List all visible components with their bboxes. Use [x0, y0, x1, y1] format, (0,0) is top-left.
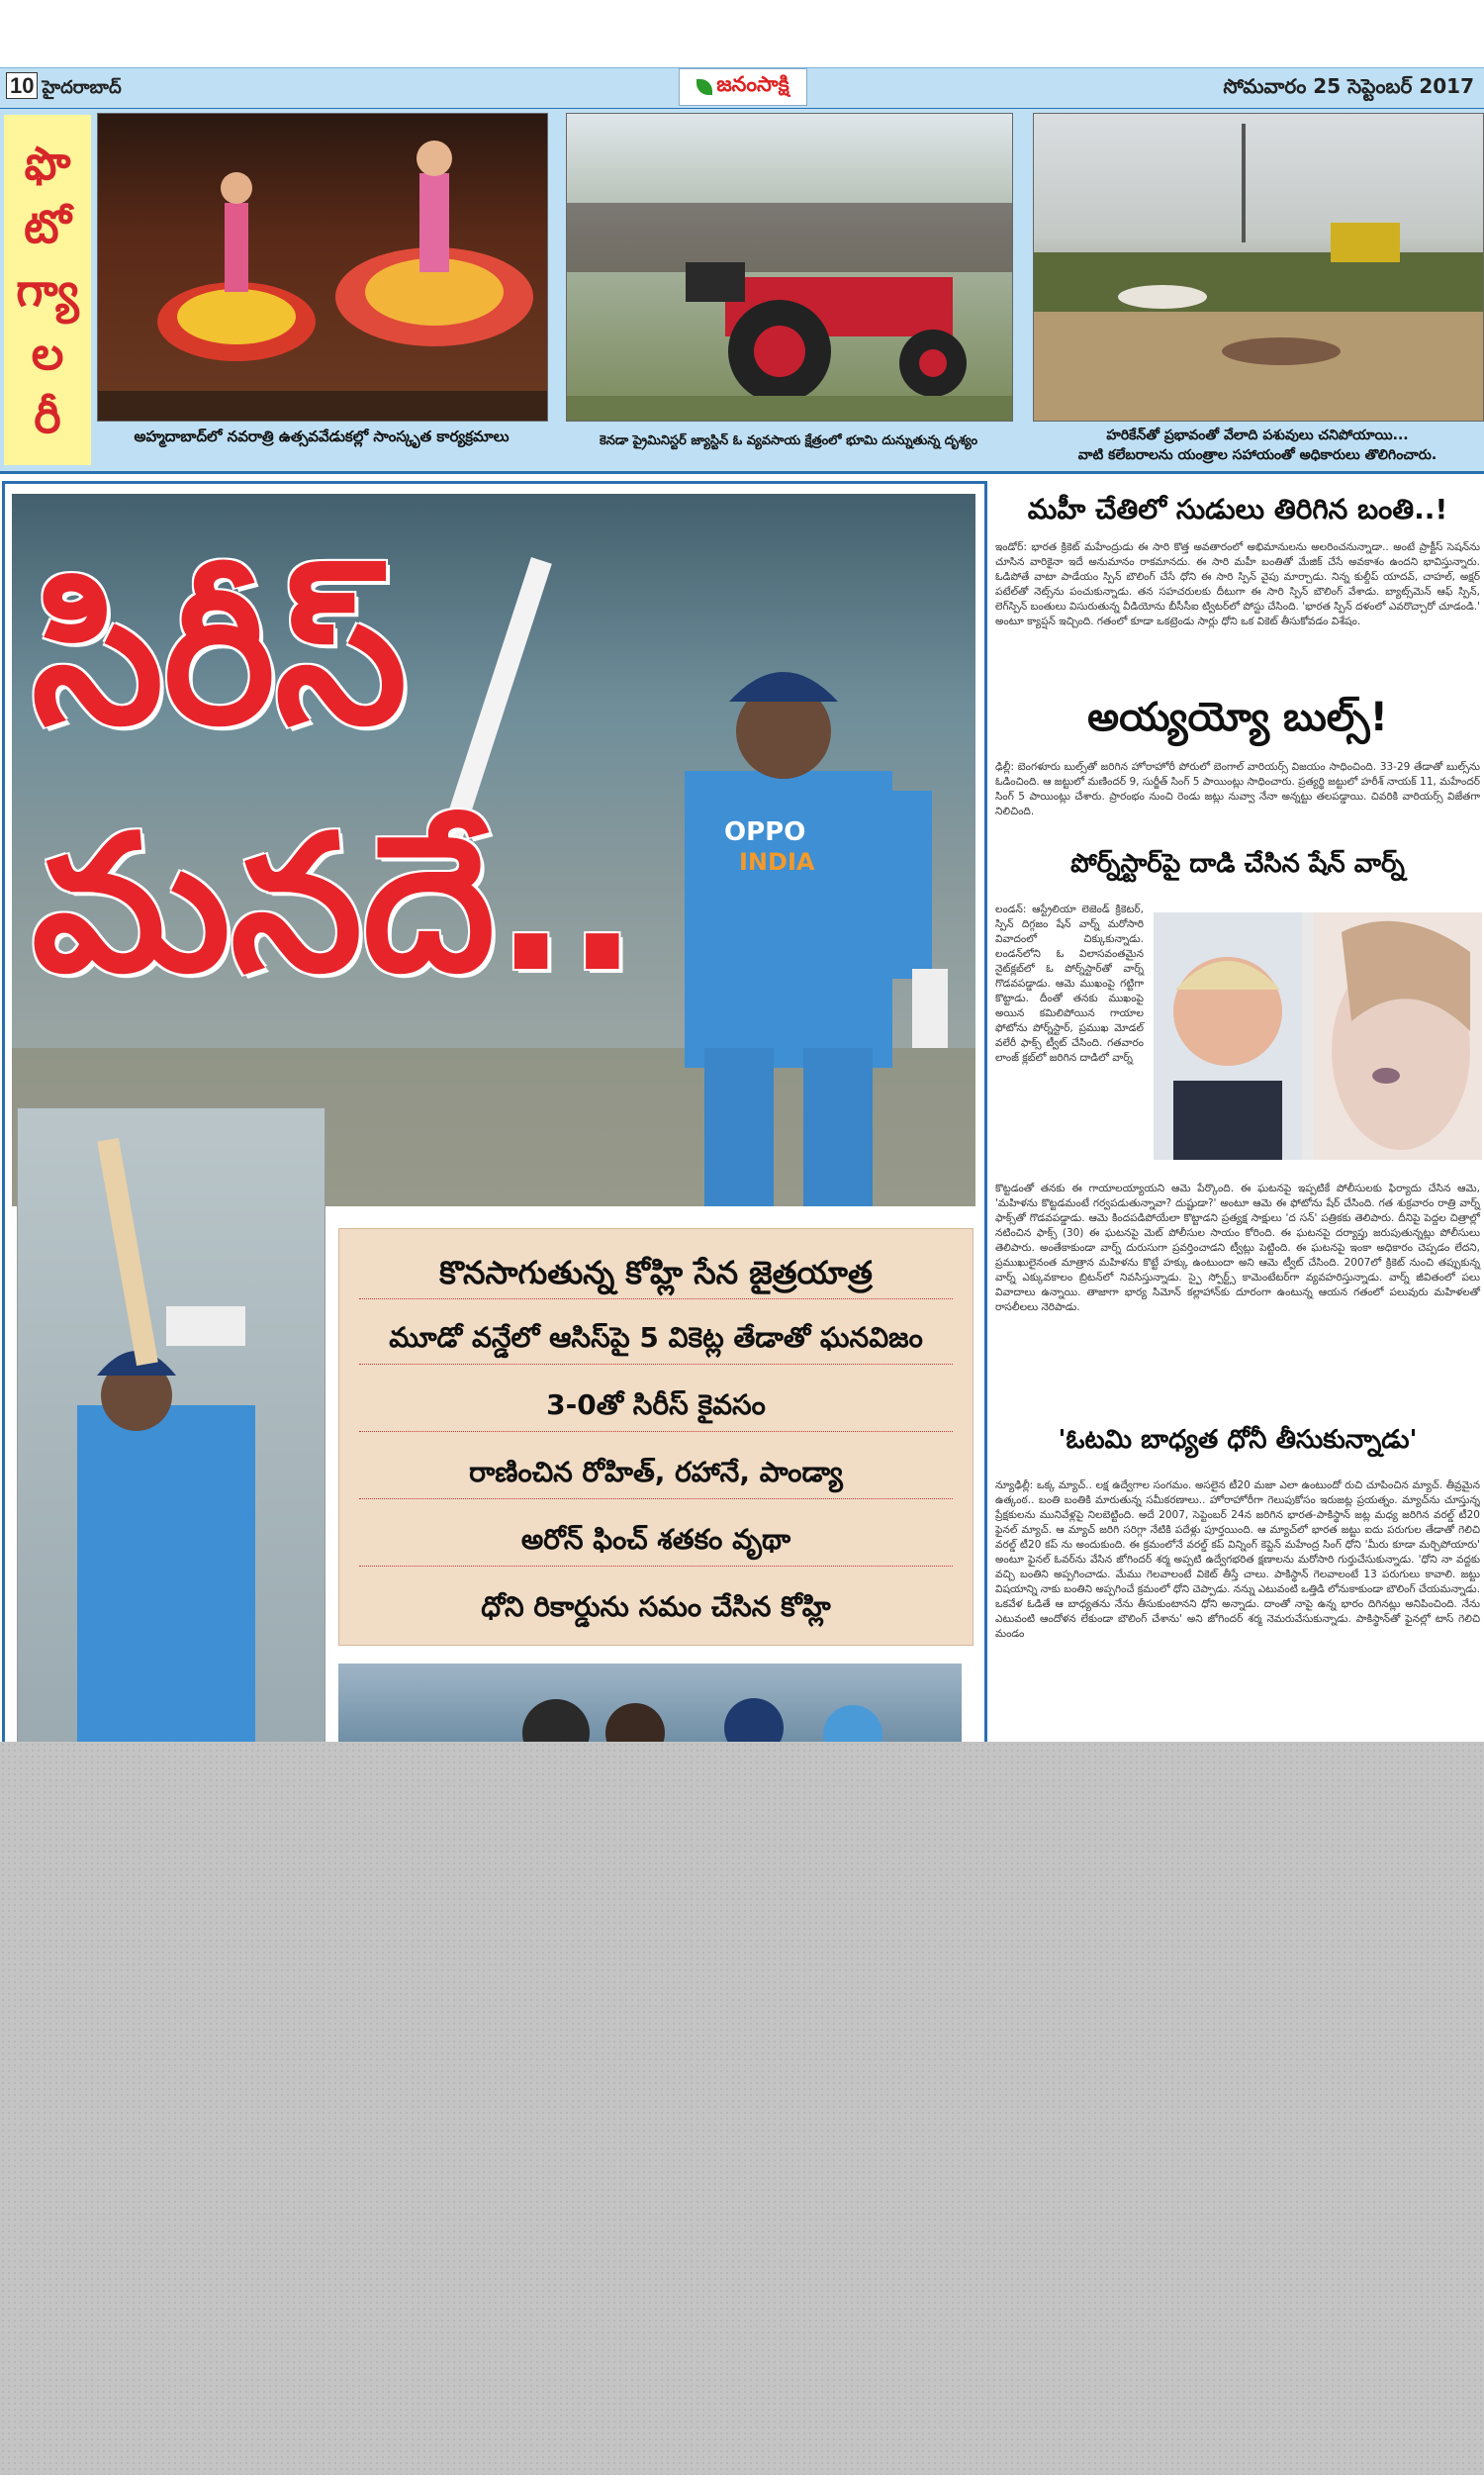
rohit-photo-art: [18, 1108, 325, 1748]
right-column: [995, 485, 1480, 1742]
headline-line-1: సిరీస్: [32, 547, 408, 766]
warne-photos[interactable]: [1154, 912, 1482, 1160]
article-body-warne: కొట్టడంతో తనకు ఈ గాయాలయ్యాయని ఆమె పేర్కొంది. ఈ ఘటనపై ఇప్పటికే పోలీసులకు ఫిర్యాదు చేసిన ఆమె, 'మహిళను కొట్టడమంటే గర్వపడుతున్నావా? దుష్టుడా?' అంటూ ఆమె ఈ ఫోటోను షేర్ చేసింది. గత శుక్రవారం రాత్రి వార్న్ ఫాక్స్‌తో గొడవపడ్డాడు. ఆమె కిందపడిపోయేలా కొట్టాడని ప్రత్యక్ష సాక్షులు 'ద సన్' పత్రికకు తెలిపారు. దీనిపై పెద్దల చిత్రాల్లో నటించిన ఫాక్స్ (30) ఈ ఘటనపై మెట్ పోలీసుల సాయం కోరింది. ఈ ఘటనపై దర్యాప్తు జరుపుతున్నట్లు పోలీసులు తెలిపారు. అంతేకాకుండా వార్న్ దురుసుగా ప్రవర్తించాడని ట్వీట్లు పెట్టింది. ఈ ఘటనపై ఇంకా అధికారం చెప్పడం లేదని, ప్రముఖులైనంత మాత్రాన మహిళను కొట్టే హక్కు ఉంటుందా అని ఆమె ట్వీట్ చేసింది. 2007లో క్రికెట్ నుంచి తప్పుకున్న వార్న్ ఎక్కువకాలం బ్రిటన్‌లో నివసిస్తున్నాడు. స్పై స్పోర్ట్స్ కామెంటేటర్‌గా వ్యవహరిస్తున్నాడు. వార్న్ జీవితంలో పలు వివాదాలు ఉన్నాయి. తాజాగా భార్య సిమోన్ కల్లాహాన్‌కు దూరంగా ఉంటున్న ఆయన గతంలో పలువురు మహిళలతో రాసలీలలు నెరిపాడు.: [995, 1183, 1480, 1313]
gallery-label: [4, 115, 91, 465]
tractor-photo-art: [567, 114, 1012, 421]
article-title-bulls[interactable]: అయ్యయ్యో బుల్స్!: [1087, 695, 1388, 740]
navaratri-photo[interactable]: [97, 113, 548, 422]
gallery-label-char: గ్యా: [16, 263, 79, 317]
publication-date: సోమవారం 25 సెప్టెంబర్ 2017: [1223, 74, 1474, 98]
article-title-dhoni-responsibility[interactable]: 'ఓటమి బాధ్యత ధోనీ తీసుకున్నాడు': [1058, 1425, 1418, 1455]
page-background: [0, 1742, 1484, 2475]
highlight-item: అరోన్ ఫించ్ శతకం వృథా: [359, 1514, 953, 1567]
highlight-item: రాణించిన రోహిత్, రహానే, పాండ్యా: [359, 1447, 953, 1499]
headline-line-2: మనదే..: [32, 795, 638, 1013]
main-headline: [32, 533, 638, 1028]
leaf-icon: [696, 79, 712, 95]
gallery-label-char: టో: [24, 200, 71, 253]
article-body-warne-side: లండన్: ఆస్ట్రేలియా లెజెండ్ క్రికెటర్, స్పిన్ దిగ్గజం షేన్ వార్న్ మరోసారి వివాదంలో చిక్కుకున్నాడు. లండన్‌లోని ఓ విలాసవంతమైన నైట్‌క్లబ్‌లో ఓ పోర్న్‌స్టార్‌తో వార్న్ గొడవపడ్డాడు. ఆమె ముఖంపై గట్టిగా కొట్టాడు. దీంతో తనకు ముఖంపై అయిన కమిలిపోయిన గాయాల ఫోటోను పోర్న్‌స్టార్, ప్రముఖ మోడల్ వలేరీ ఫాక్స్ ట్వీట్ చేసింది. గతవారం లాంజ్ క్లబ్‌లో జరిగిన దాడిలో వార్న్: [995, 904, 1144, 1064]
article-body-bulls: ఢిల్లీ: బెంగళూరు బుల్స్‌తో జరిగిన హోరాహోరీ పోరులో బెంగాల్ వారియర్స్ విజయం సాధించింది. 33-29 తేడాతో బుల్స్‌ను ఓడించింది. ఆ జట్టులో మణిందర్ 9, సుర్జీత్ సింగ్ 5 పాయింట్లు సాధించారు. ప్రత్యర్థి జట్టులో హరీశ్ నాయక్ 11, మహేందర్ సింగ్ 5 పాయింట్లు చేశారు. ప్రారంభం నుంచి రెండు జట్లు నువ్వా నేనా అన్నట్టు తలపడ్డాయి. చివరికి వారియర్స్ విజేతగా నిలిచింది.: [995, 761, 1480, 817]
page-number-value: 10: [6, 72, 38, 99]
story-highlights: [338, 1228, 974, 1646]
hero-photo[interactable]: [12, 494, 975, 1206]
jersey-country: INDIA: [739, 848, 815, 876]
jersey-sponsor: OPPO: [724, 817, 806, 847]
article-body-dhoni-responsibility: న్యూఢిల్లీ: ఒక్క మ్యాచ్.. లక్ష ఉద్వేగాల సంగమం. అసలైన టీ20 మజా ఎలా ఉంటుందో రుచి చూపించిన మ్యాచ్. తీవ్రమైన ఉత్కంఠ.. బంతి బంతికి మారుతున్న సమీకరణాలు.. హోరాహోరీగా గెలుపుకోసం ఇరుజట్ల ప్రయత్నం. మ్యాచ్‌ను చూస్తున్న ప్రేక్షకులను మునివేళ్లపై నిలబెట్టింది. అదే 2007, సెప్టెంబర్ 24న జరిగిన భారత-పాకిస్థాన్ జట్ల మధ్య జరిగిన వరల్డ్ టీ20 ఫైనల్ మ్యాచ్. ఆ మ్యాచ్ జరిగి సరిగ్గా నేటికి పదేళ్లు పూర్తయింది. ఆ మ్యాచ్‌లో భారత జట్టు ఐదు పరుగుల తేడాతో గెలిచి వరల్డ్ టీ20 కప్ ను అందుకుంది. ఈ క్రమంలోనే వరల్డ్ కప్ విన్నింగ్ కెప్టెన్ మహేంద్ర సింగ్ ధోని 'మీరు కూడా మర్చిపోయారు' అంటూ ఫైనల్ ఓవర్‌ను వేసిన జోగిందర్ శర్మ అప్పటి ఉద్వేగభరిత క్షణాలను మరోసారి గుర్తుచేసుకున్నాడు. 'ధోని నా వద్దకు వచ్చి బంతిని అప్పగించాడు. మేము గెలవాలంటే వికెట్ తీస్తే చాలు. పాకిస్థాన్ గెలవాలంటే 13 పరుగులు కావాలి. జట్టు విషయాన్ని నాకు బంతిని అప్పగించే క్రమంలో ధోని చెప్పాడు. నన్ను ఎటువంటి ఒత్తిడి లోనుకాకుండా బౌలింగ్ చేయమన్నాడు. ఒకవేళ ఓడితే ఆ బాధ్యతను నేను తీసుకుంటానని ధోని అన్నాడు. దాంతో నాపై ఉన్న భారం దిగినట్లు అనిపించింది. నేను ఎటువంటి ఆందోళన లేకుండా బౌలింగ్ చేశాను' అని జోగిందర్ శర్మ నెమరువేసుకున్నాడు. పాకిస్థాన్‌తో ఫైనల్లో టాస్ గెలిచి మండం: [995, 1479, 1480, 1640]
team-photo-art: [338, 1664, 962, 1748]
page-number: [6, 73, 126, 102]
gallery-caption-1: అహ్మదాబాద్‌లో నవరాత్రి ఉత్సవవేడుకల్లో సాంస్కృత కార్యక్రమాలు: [134, 428, 510, 445]
gallery-caption-4: వాటి కలేబరాలను యంత్రాల సహాయంతో అధికారులు తొలిగించారు.: [1077, 447, 1438, 463]
gallery-label-char: ఫొ: [24, 137, 71, 190]
masthead: [0, 67, 1484, 110]
gallery-caption-2: కెనడా ప్రైమినిస్టర్ జ్యాస్టిన్ ఓ వ్యవసాయ క్షేత్రంలో భూమి దున్నుతున్న దృశ్యం: [599, 433, 978, 448]
paper-logo[interactable]: [679, 68, 807, 106]
tractor-photo[interactable]: [566, 113, 1013, 422]
highlight-item: ధోని రికార్డును సమం చేసిన కోహ్లి: [481, 1590, 831, 1623]
highlight-item: మూడో వన్డేలో ఆసిస్‌పై 5 వికెట్ల తేడాతో ఘనవిజం: [359, 1312, 953, 1365]
gallery-label-char: ల: [31, 327, 64, 380]
main-story: [2, 481, 987, 1748]
highlight-item: 3-0తో సిరీస్ కైవసం: [359, 1380, 953, 1432]
highlight-item: కొనసాగుతున్న కోహ్లి సేన జైత్రయాత్ర: [359, 1247, 953, 1299]
article-body-dhoni-bowling: ఇండోర్‌: భారత క్రికెట్ మహేంద్రుడు ఈ సారి కొత్త అవతారంలో అభిమానులను అలరించనున్నాడా.. అంటే ప్రాక్టీస్ సెషన్‌ను చూసిన వారికైనా ఇదే అనుమానం రాకమానదు. ఈ సారి మహీ బంతితో మేజిక్ చేసే అవకాశం ఉందని భావిస్తున్నారు. ఓడిపోతే వాటా పాడేయం స్పిన్ బౌలింగ్ చేసే ధోని ఈ సారి స్పిన్ వైపు మార్చాడు. నిన్న కుల్దీప్ యాదవ్, చాహల్, అక్షర్ పటేల్‌తో నెట్స్‌ను పంచుకున్నాడు. తన సహచరులకు దీటుగా ఈ సారి స్పిన్ బౌలింగ్ వేశాడు. బ్యాట్స్‌మెన్ ఆఫ్ స్పిన్, లెగ్‌స్పిన్ బంతులు విసురుతున్న వీడియోను బీసీసీఐ ట్విటర్‌లో పోస్టు చేసింది. 'భారత స్పిన్ దళంలో ఎవరొచ్చారో చూడండి.' అంటూ క్యాప్షన్ ఇచ్చింది. గతంలో కూడా ఒకట్రెండు సార్లు ధోని ఒక వికెట్ తీసుకోవడం విశేషం.: [995, 541, 1480, 627]
photo-gallery: [0, 109, 1484, 474]
warne-photos-art: [1154, 912, 1482, 1160]
edition-label: హైదరాబాద్: [42, 77, 122, 97]
paper-name: జనంసాక్షి: [716, 72, 789, 96]
article-title-dhoni-bowling[interactable]: మహీ చేతిలో సుడులు తిరిగిన బంతి..!: [1027, 493, 1448, 525]
hurricane-photo-art: [1034, 114, 1483, 421]
team-photo[interactable]: [338, 1664, 962, 1748]
hurricane-photo[interactable]: [1033, 113, 1484, 422]
navaratri-photo-art: [98, 114, 547, 421]
gallery-label-char: రీ: [34, 390, 61, 443]
article-title-warne[interactable]: పోర్న్‌స్టార్‌పై దాడి చేసిన షేన్ వార్న్: [1070, 849, 1405, 879]
gallery-caption-3: హరికేన్‌తో ప్రభావంతో వేలాది పశువులు చనిపోయాయి...: [1106, 428, 1409, 443]
rohit-photo[interactable]: [17, 1107, 325, 1748]
